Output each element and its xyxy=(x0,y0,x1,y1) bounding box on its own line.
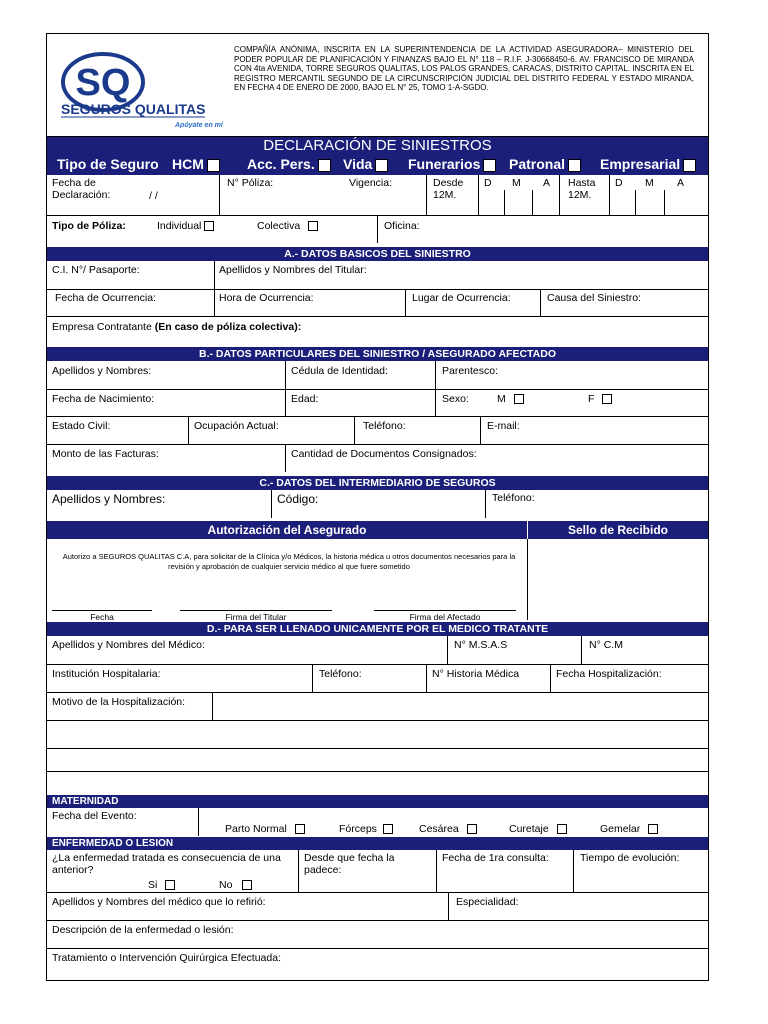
section-d-header: D.- PARA SER LLENADO UNICAMENTE POR EL MEDICO TRATANTE xyxy=(47,622,708,636)
hasta-m: M xyxy=(645,177,654,189)
telefono-c-label: Teléfono: xyxy=(492,492,535,504)
curetaje-label: Curetaje xyxy=(509,823,549,835)
ocupacion-label: Ocupación Actual: xyxy=(194,420,279,432)
autorizacion-header: Autorización del Asegurado xyxy=(207,523,367,537)
option-hcm: HCM xyxy=(172,156,204,172)
tipo-poliza-label: Tipo de Póliza: xyxy=(52,220,126,232)
hora-ocurrencia-label: Hora de Ocurrencia: xyxy=(219,292,314,304)
company-legal-text: COMPAÑÍA ANÓNIMA, INSCRITA EN LA SUPERINTENDENCIA DE LA ACTIVIDAD ASEGURADORA– MINISTERIO DEL PODER POPULAR DE PLANIFICACIÓN Y FINANZAS BAJO EL N° 118 – R.I.F. J-30668450-6. AV. FRANCISCO DE MIRANDA CON 4ta AVENIDA, TORRE SEGUROS QUALITAS, LOS PALOS GRANDES, CARACAS, DISTRITO CAPITAL. INSCRITA EN EL REGISTRO MERCANTIL SEGUNDO DE LA CIRCUNSCRIPCIÓN JUDICIAL DEL DISTRITO FEDERAL Y ESTADO MIRANDA, EN FECHA 4 DE ENERO DE 2000, BAJO EL N° 25, TOMO 1-A-SGDO. xyxy=(234,45,694,92)
fecha-slashes: / / xyxy=(149,190,158,202)
claim-form xyxy=(46,33,709,981)
section-b-header: B.- DATOS PARTICULARES DEL SINIESTRO / ASEGURADO AFECTADO xyxy=(47,347,708,361)
enfermedad-header: ENFERMEDAD O LESION xyxy=(47,837,708,850)
evolucion-label: Tiempo de evolución: xyxy=(580,852,680,864)
email-label: E-mail: xyxy=(487,420,520,432)
codigo-label: Código: xyxy=(277,492,319,506)
individual-label: Individual xyxy=(157,220,202,232)
parto-normal-checkbox[interactable] xyxy=(295,824,305,834)
nacimiento-label: Fecha de Nacimiento: xyxy=(52,393,155,405)
sexo-m-label: M xyxy=(497,393,506,405)
institucion-label: Institución Hospitalaria: xyxy=(52,668,161,680)
logo-brand: SEGUROS QUALITAS xyxy=(61,101,206,117)
empresa-label: Empresa Contratante xyxy=(52,321,152,333)
fecha-evento-label: Fecha del Evento: xyxy=(52,810,137,822)
option-patronal: Patronal xyxy=(509,156,566,172)
si-checkbox[interactable] xyxy=(165,880,175,890)
primera-consulta-label: Fecha de 1ra consulta: xyxy=(442,852,549,864)
colectiva-label: Colectiva xyxy=(257,220,301,232)
tipo-seguro-label: Tipo de Seguro xyxy=(57,156,159,172)
firma-afectado: Firma del Afectado xyxy=(409,612,481,622)
cm-label: N° C.M xyxy=(589,639,623,651)
vida-checkbox[interactable] xyxy=(375,159,388,172)
tratamiento-label: Tratamiento o Intervención Quirúrgica Efectuada: xyxy=(52,952,281,964)
option-empresarial: Empresarial xyxy=(600,156,681,172)
option-vida: Vida xyxy=(343,156,373,172)
cedula-label: Cédula de Identidad: xyxy=(291,365,388,377)
autorizacion-text: Autorizo a SEGUROS QUALITAS C.A, para solicitar de la Clínica y/o Médicos, la historia médica u otros documentos necesarios para la revisión y aprobación de cualquier servicio médico al que fuere sometido xyxy=(62,552,516,571)
seguros-qualitas-logo xyxy=(55,48,230,128)
estado-civil-label: Estado Civil: xyxy=(52,420,111,432)
oficina-label: Oficina: xyxy=(384,220,420,232)
sexo-f-checkbox[interactable] xyxy=(602,394,612,404)
sexo-label: Sexo: xyxy=(442,393,469,405)
edad-label: Edad: xyxy=(291,393,319,405)
option-funerarios: Funerarios xyxy=(408,156,481,172)
desde-label: Desde 12M. xyxy=(433,177,464,201)
fecha-ocurrencia-label: Fecha de Ocurrencia: xyxy=(55,292,156,304)
logo-letters: SQ xyxy=(75,62,131,104)
colectiva-checkbox[interactable] xyxy=(308,221,318,231)
vigencia-label: Vigencia: xyxy=(349,177,393,189)
desde-fecha-label: Desde que fecha la padece: xyxy=(304,852,395,876)
especialidad-label: Especialidad: xyxy=(456,896,519,908)
forceps-checkbox[interactable] xyxy=(383,824,393,834)
fecha-declaracion-label: Fecha de Declaración: xyxy=(52,177,111,201)
titular-label: Apellidos y Nombres del Titular: xyxy=(219,264,367,276)
hasta-a: A xyxy=(677,177,685,189)
gemelar-checkbox[interactable] xyxy=(648,824,658,834)
apellidos-b-label: Apellidos y Nombres: xyxy=(52,365,152,377)
desde-d: D xyxy=(484,177,492,189)
motivo-label: Motivo de la Hospitalización: xyxy=(52,696,186,708)
msas-label: N° M.S.A.S xyxy=(454,639,508,651)
cesarea-checkbox[interactable] xyxy=(467,824,477,834)
gemelar-label: Gemelar xyxy=(600,823,641,835)
historia-label: N° Historia Médica xyxy=(432,668,520,680)
individual-checkbox[interactable] xyxy=(204,221,214,231)
cantidad-label: Cantidad de Documentos Consignados: xyxy=(291,448,477,460)
fecha-hosp-label: Fecha Hospitalización: xyxy=(556,668,662,680)
parentesco-label: Parentesco: xyxy=(442,365,499,377)
monto-label: Monto de las Facturas: xyxy=(52,448,159,460)
telefono-b-label: Teléfono: xyxy=(363,420,406,432)
form-title: DECLARACIÓN DE SINIESTROS xyxy=(47,137,708,154)
lugar-ocurrencia-label: Lugar de Ocurrencia: xyxy=(412,292,511,304)
section-c-header: C.- DATOS DEL INTERMEDIARIO DE SEGUROS xyxy=(47,476,708,490)
maternidad-header: MATERNIDAD xyxy=(47,795,708,808)
hcm-checkbox[interactable] xyxy=(207,159,220,172)
refirio-label: Apellidos y Nombres del médico que lo refirió: xyxy=(52,896,266,908)
no-label: No xyxy=(219,879,233,891)
parto-normal-label: Parto Normal xyxy=(225,823,287,835)
ci-label: C.I. N°/ Pasaporte: xyxy=(52,264,140,276)
patronal-checkbox[interactable] xyxy=(568,159,581,172)
forceps-label: Fórceps xyxy=(339,823,377,835)
curetaje-checkbox[interactable] xyxy=(557,824,567,834)
empresarial-checkbox[interactable] xyxy=(683,159,696,172)
desde-a: A xyxy=(543,177,551,189)
desde-m: M xyxy=(512,177,521,189)
apellidos-c-label: Apellidos y Nombres: xyxy=(52,492,166,506)
funerarios-checkbox[interactable] xyxy=(483,159,496,172)
logo-tagline: Apóyate en mí xyxy=(175,122,223,128)
hasta-d: D xyxy=(615,177,623,189)
sexo-m-checkbox[interactable] xyxy=(514,394,524,404)
medico-label: Apellidos y Nombres del Médico: xyxy=(52,639,205,651)
consecuencia-question: ¿La enfermedad tratada es consecuencia de una anterior? xyxy=(52,852,281,876)
telefono-d-label: Teléfono: xyxy=(319,668,362,680)
no-checkbox[interactable] xyxy=(242,880,252,890)
sexo-f-label: F xyxy=(588,393,595,405)
firma-titular: Firma del Titular xyxy=(225,612,287,622)
poliza-label: N° Póliza: xyxy=(227,177,274,189)
descripcion-label: Descripción de la enfermedad o lesión: xyxy=(52,924,234,936)
empresa-note: (En caso de póliza colectiva): xyxy=(154,321,302,333)
section-a-header: A.- DATOS BASICOS DEL SINIESTRO xyxy=(47,247,708,261)
hasta-label: Hasta 12M. xyxy=(568,177,596,201)
insurance-type-row xyxy=(47,155,708,173)
acc-pers-checkbox[interactable] xyxy=(318,159,331,172)
causa-label: Causa del Siniestro: xyxy=(547,292,641,304)
fecha-signature: Fecha xyxy=(90,612,114,622)
sello-header: Sello de Recibido xyxy=(567,523,669,537)
si-label: Si xyxy=(148,879,158,891)
cesarea-label: Cesárea xyxy=(419,823,459,835)
option-acc-pers: Acc. Pers. xyxy=(247,156,315,172)
